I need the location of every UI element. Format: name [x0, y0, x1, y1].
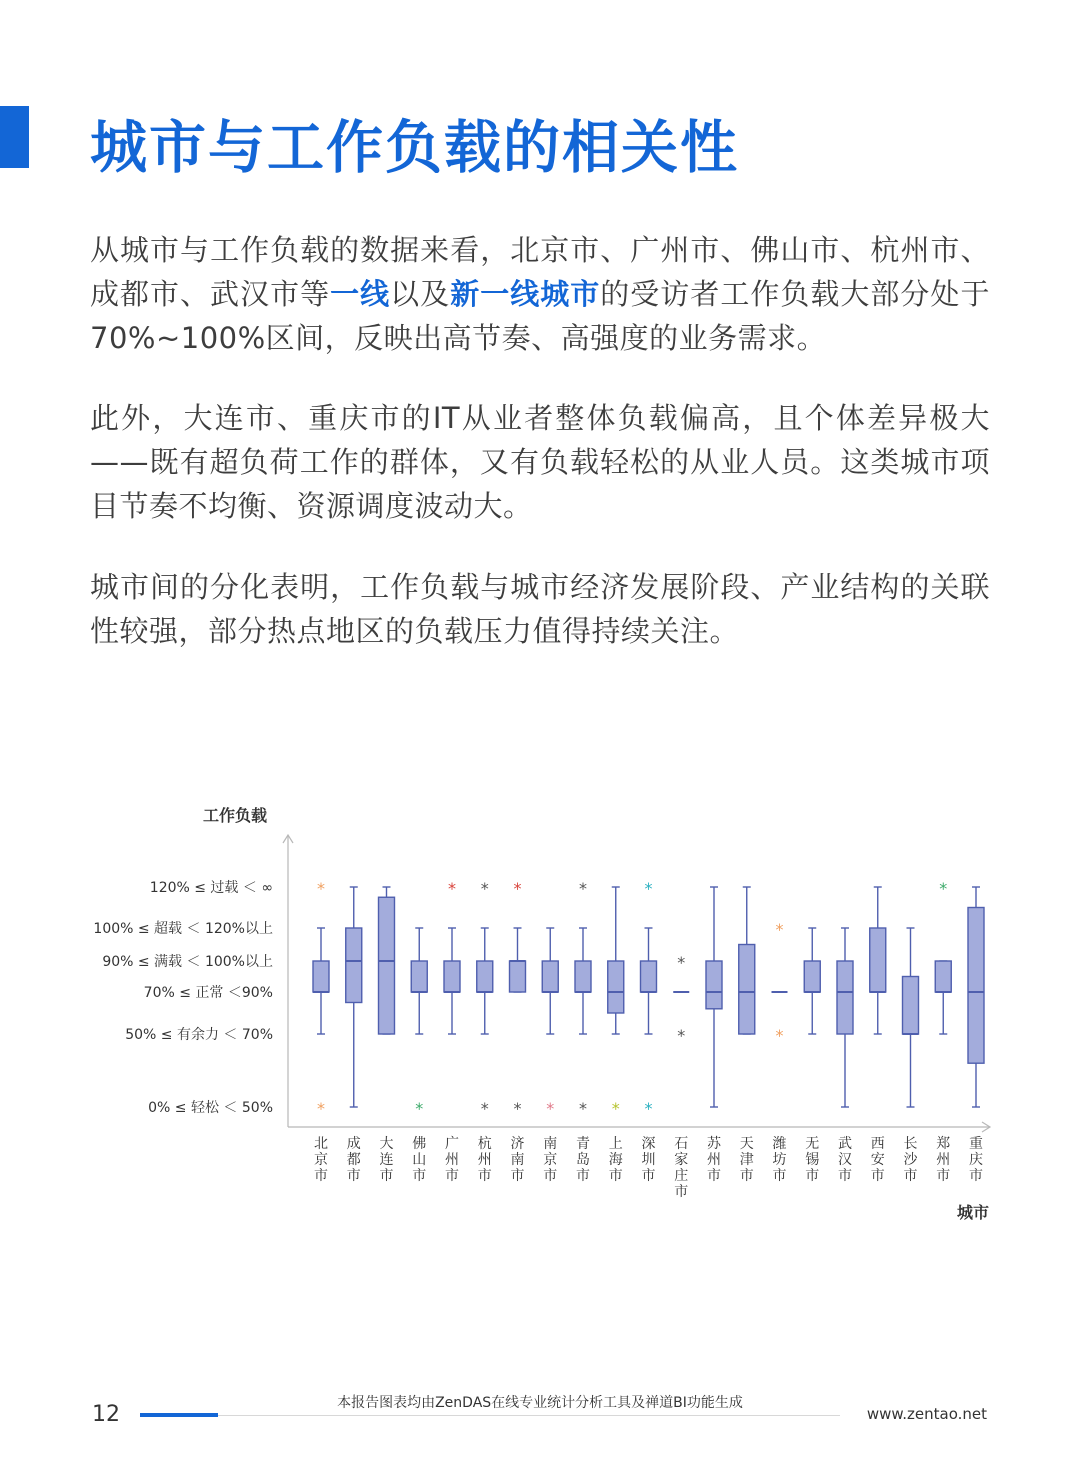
y-tick-label: 50% ≤ 有余力 ＜ 70% [125, 1027, 273, 1043]
x-tick-label: 成都市 [346, 1136, 361, 1184]
outlier-marker: * [677, 953, 686, 972]
title-accent-bar [0, 106, 29, 168]
footer-divider-accent [140, 1413, 218, 1417]
box-iqr [870, 928, 886, 992]
box-iqr [510, 961, 526, 992]
footer-note: 本报告图表均由ZenDAS在线专业统计分析工具及禅道BI功能生成 [337, 1395, 743, 1411]
y-tick-label: 90% ≤ 满载 ＜ 100%以上 [102, 954, 273, 970]
x-tick-label: 济南市 [510, 1136, 525, 1184]
page-title: 城市与工作负载的相关性 [90, 115, 739, 181]
outlier-marker: * [677, 1026, 686, 1045]
outlier-marker: * [480, 879, 489, 898]
outlier-marker: * [579, 1099, 587, 1118]
x-tick-label: 苏州市 [707, 1136, 721, 1184]
x-tick-label: 上海市 [608, 1136, 623, 1184]
footer-divider [140, 1415, 840, 1416]
outlier-marker: * [546, 1099, 555, 1118]
box-iqr [935, 961, 951, 992]
outlier-marker: * [317, 1099, 325, 1118]
x-tick-label: 南京市 [543, 1136, 558, 1184]
p1-text-c: 的受访者工作负载大部分处于70%~100%区间，反映出高节奏、高强度的业务需求。 [90, 277, 990, 355]
workload-boxplot-chart [0, 780, 1080, 1230]
x-tick-label: 杭州市 [477, 1136, 492, 1184]
page-number: 12 [92, 1402, 120, 1427]
outlier-marker: * [513, 879, 522, 898]
paragraph-2: 此外，大连市、重庆市的IT从业者整体负载偏高，且个体差异极大——既有超负荷工作的群体，又有负载轻松的从业人员。这类城市项目节奏不均衡、资源调度波动大。 [90, 401, 990, 523]
x-tick-label: 武汉市 [838, 1136, 852, 1184]
outlier-marker: * [775, 920, 784, 939]
x-tick-label: 天津市 [739, 1136, 754, 1184]
box-iqr [968, 908, 984, 1064]
outlier-marker: * [415, 1099, 424, 1118]
p1-text-a: 从城市与工作负载的数据来看，北京市、广州市、佛山市、杭州市、成都市、武汉市等 [90, 233, 990, 311]
footer-site-link[interactable]: www.zentao.net [866, 1405, 987, 1423]
x-tick-label: 大连市 [379, 1136, 394, 1184]
box-iqr [739, 945, 755, 1035]
x-tick-label: 长沙市 [903, 1136, 918, 1184]
box-iqr [346, 928, 362, 1003]
box-iqr [837, 961, 853, 1034]
p1-highlight-new-tier1: 新一线城市 [450, 277, 601, 311]
x-tick-label: 西安市 [870, 1136, 885, 1184]
p1-text-b: 以及 [390, 277, 451, 311]
x-tick-label: 佛山市 [412, 1136, 427, 1184]
box-iqr [313, 961, 329, 992]
outlier-marker: * [939, 879, 948, 898]
p1-highlight-tier1: 一线 [330, 277, 391, 311]
paragraph-3: 城市间的分化表明，工作负载与城市经济发展阶段、产业结构的关联性较强，部分热点地区的负载压力值得持续关注。 [90, 570, 990, 648]
x-tick-label: 深圳市 [641, 1136, 656, 1184]
x-tick-label: 北京市 [314, 1136, 328, 1184]
box-iqr [542, 961, 558, 992]
box-iqr [706, 961, 722, 1009]
box-iqr [575, 961, 591, 992]
box-iqr [379, 897, 395, 1034]
x-tick-label: 潍坊市 [772, 1136, 787, 1184]
x-axis-title: 城市 [956, 1203, 990, 1222]
x-tick-label: 无锡市 [805, 1136, 820, 1184]
box-iqr [804, 961, 820, 992]
box-iqr [608, 961, 624, 1013]
paragraph-1 [90, 228, 990, 360]
outlier-marker: * [513, 1099, 522, 1118]
x-tick-label: 郑州市 [936, 1136, 951, 1184]
y-tick-label: 100% ≤ 超载 ＜ 120%以上 [93, 921, 273, 937]
outlier-marker: * [644, 1099, 653, 1118]
x-tick-label: 广州市 [445, 1136, 459, 1184]
box-iqr [641, 961, 657, 992]
outlier-marker: * [480, 1099, 489, 1118]
outlier-marker: * [579, 879, 587, 898]
y-axis-title: 工作负载 [202, 806, 268, 825]
outlier-marker: * [644, 879, 653, 898]
outlier-marker: * [317, 879, 325, 898]
box-iqr [411, 961, 427, 992]
y-tick-label: 120% ≤ 过载 ＜ ∞ [149, 880, 273, 896]
outlier-marker: * [611, 1099, 620, 1118]
x-tick-label: 石家庄市 [674, 1136, 689, 1200]
y-tick-label: 70% ≤ 正常 ＜90% [143, 985, 273, 1001]
x-tick-label: 重庆市 [969, 1136, 983, 1184]
outlier-marker: * [775, 1026, 784, 1045]
box-iqr [903, 977, 919, 1035]
box-iqr [444, 961, 460, 992]
outlier-marker: * [448, 879, 456, 898]
y-tick-label: 0% ≤ 轻松 ＜ 50% [148, 1100, 273, 1116]
box-iqr [477, 961, 493, 992]
x-tick-label: 青岛市 [576, 1136, 590, 1184]
